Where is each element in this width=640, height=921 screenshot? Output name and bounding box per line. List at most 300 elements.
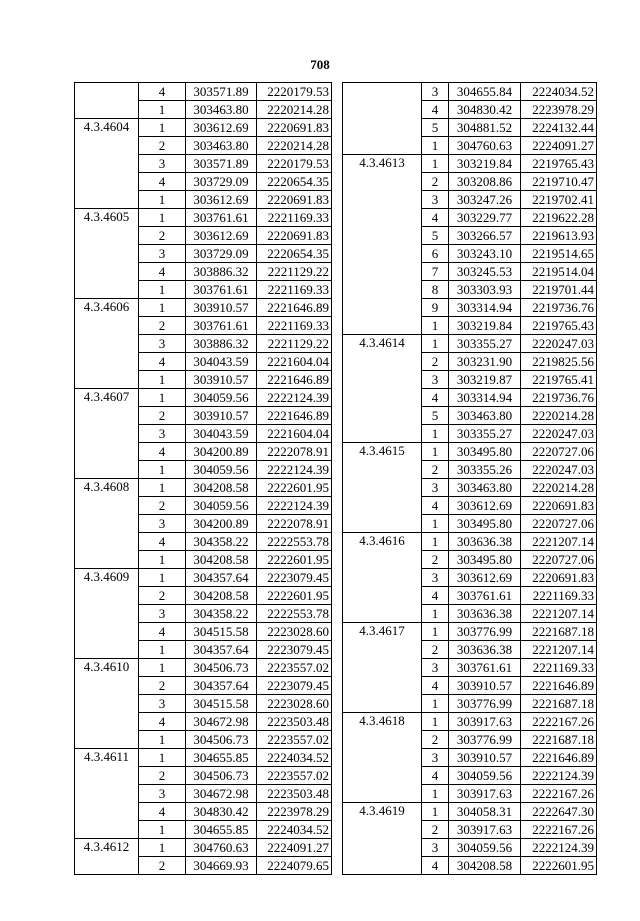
point-number: 2 — [422, 821, 449, 839]
point-number: 2 — [422, 353, 449, 371]
table-row — [75, 803, 332, 821]
x-coordinate: 304208.58 — [186, 479, 257, 497]
parcel-id-empty — [75, 443, 139, 461]
x-coordinate: 304655.84 — [449, 83, 521, 101]
x-coordinate: 303761.61 — [186, 281, 257, 299]
table-row — [343, 569, 597, 587]
parcel-id-empty — [343, 137, 422, 155]
y-coordinate: 2222601.95 — [521, 857, 597, 875]
table-row — [75, 533, 332, 551]
y-coordinate: 2222124.39 — [257, 461, 332, 479]
table-row — [343, 461, 597, 479]
table-row — [343, 299, 597, 317]
table-row — [343, 587, 597, 605]
parcel-id-empty — [343, 731, 422, 749]
table-row — [343, 245, 597, 263]
y-coordinate: 2221129.22 — [257, 263, 332, 281]
point-number: 2 — [139, 677, 186, 695]
parcel-id-empty — [75, 713, 139, 731]
point-number: 7 — [422, 263, 449, 281]
parcel-id-empty — [343, 677, 422, 695]
table-row — [75, 245, 332, 263]
x-coordinate: 303247.26 — [449, 191, 521, 209]
y-coordinate: 2222647.30 — [521, 803, 597, 821]
y-coordinate: 2220654.35 — [257, 173, 332, 191]
table-row — [75, 659, 332, 677]
x-coordinate: 303266.57 — [449, 227, 521, 245]
parcel-id-empty — [343, 317, 422, 335]
point-number: 4 — [422, 209, 449, 227]
table-row — [75, 551, 332, 569]
x-coordinate: 304357.64 — [186, 569, 257, 587]
x-coordinate: 303761.61 — [186, 209, 257, 227]
x-coordinate: 304669.93 — [186, 857, 257, 875]
x-coordinate: 304059.56 — [186, 389, 257, 407]
parcel-id-empty — [343, 821, 422, 839]
parcel-id-empty — [343, 785, 422, 803]
y-coordinate: 2220654.35 — [257, 245, 332, 263]
point-number: 3 — [139, 695, 186, 713]
point-number: 2 — [422, 461, 449, 479]
y-coordinate: 2219765.41 — [521, 371, 597, 389]
x-coordinate: 304059.56 — [449, 767, 521, 785]
point-number: 1 — [139, 371, 186, 389]
x-coordinate: 303917.63 — [449, 785, 521, 803]
x-coordinate: 303229.77 — [449, 209, 521, 227]
table-row — [343, 767, 597, 785]
point-number: 3 — [422, 839, 449, 857]
x-coordinate: 304506.73 — [186, 767, 257, 785]
y-coordinate: 2223028.60 — [257, 623, 332, 641]
point-number: 1 — [139, 479, 186, 497]
y-coordinate: 2219622.28 — [521, 209, 597, 227]
x-coordinate: 304059.56 — [449, 839, 521, 857]
table-row — [343, 749, 597, 767]
point-number: 3 — [422, 191, 449, 209]
y-coordinate: 2219701.44 — [521, 281, 597, 299]
point-number: 3 — [422, 569, 449, 587]
table-row — [343, 353, 597, 371]
y-coordinate: 2221604.04 — [257, 425, 332, 443]
table-row — [343, 443, 597, 461]
table-row — [343, 425, 597, 443]
y-coordinate: 2223028.60 — [257, 695, 332, 713]
point-number: 3 — [422, 83, 449, 101]
x-coordinate: 303245.53 — [449, 263, 521, 281]
table-row — [343, 83, 597, 101]
y-coordinate: 2223978.29 — [257, 803, 332, 821]
table-row — [343, 191, 597, 209]
table-row — [75, 605, 332, 623]
point-number: 3 — [139, 605, 186, 623]
point-number: 4 — [139, 623, 186, 641]
table-row — [75, 785, 332, 803]
table-row — [343, 821, 597, 839]
point-number: 1 — [422, 803, 449, 821]
parcel-id-empty — [75, 281, 139, 299]
table-row — [75, 857, 332, 875]
coordinates-table-left — [74, 82, 332, 875]
point-number: 1 — [422, 443, 449, 461]
table-row — [343, 659, 597, 677]
y-coordinate: 2221646.89 — [257, 407, 332, 425]
y-coordinate: 2220214.28 — [257, 101, 332, 119]
x-coordinate: 303463.80 — [449, 479, 521, 497]
table-row — [75, 389, 332, 407]
x-coordinate: 303495.80 — [449, 515, 521, 533]
parcel-id-empty — [343, 425, 422, 443]
y-coordinate: 2223557.02 — [257, 767, 332, 785]
y-coordinate: 2221129.22 — [257, 335, 332, 353]
x-coordinate: 304506.73 — [186, 731, 257, 749]
parcel-id-empty — [75, 641, 139, 659]
x-coordinate: 303910.57 — [449, 749, 521, 767]
point-number: 4 — [139, 173, 186, 191]
table-row — [75, 461, 332, 479]
point-number: 4 — [422, 587, 449, 605]
table-row — [343, 101, 597, 119]
y-coordinate: 2223557.02 — [257, 731, 332, 749]
y-coordinate: 2222124.39 — [521, 767, 597, 785]
table-row — [343, 605, 597, 623]
x-coordinate: 303219.84 — [449, 317, 521, 335]
x-coordinate: 303231.90 — [449, 353, 521, 371]
x-coordinate: 303314.94 — [449, 389, 521, 407]
table-row — [343, 677, 597, 695]
parcel-id-empty — [343, 497, 422, 515]
point-number: 1 — [139, 101, 186, 119]
point-number: 1 — [139, 569, 186, 587]
parcel-id-empty — [75, 227, 139, 245]
table-row — [75, 569, 332, 587]
table-row — [75, 317, 332, 335]
parcel-id: 4.3.4611 — [75, 749, 139, 767]
x-coordinate: 303495.80 — [449, 551, 521, 569]
table-row — [75, 407, 332, 425]
y-coordinate: 2224079.65 — [257, 857, 332, 875]
x-coordinate: 303571.89 — [186, 155, 257, 173]
table-row — [75, 695, 332, 713]
parcel-id-empty — [343, 119, 422, 137]
parcel-id-empty — [75, 677, 139, 695]
table-row — [343, 119, 597, 137]
parcel-id-empty — [343, 551, 422, 569]
parcel-id-empty — [75, 317, 139, 335]
table-row — [343, 695, 597, 713]
coordinates-table-right — [342, 82, 597, 875]
parcel-id-empty — [343, 605, 422, 623]
y-coordinate: 2221687.18 — [521, 695, 597, 713]
parcel-id: 4.3.4613 — [343, 155, 422, 173]
table-row — [343, 857, 597, 875]
y-coordinate: 2222167.26 — [521, 785, 597, 803]
table-row — [343, 641, 597, 659]
y-coordinate: 2222601.95 — [257, 479, 332, 497]
parcel-id-empty — [75, 425, 139, 443]
x-coordinate: 303636.38 — [449, 605, 521, 623]
y-coordinate: 2220247.03 — [521, 335, 597, 353]
table-row — [343, 263, 597, 281]
parcel-id-empty — [75, 551, 139, 569]
parcel-id-empty — [75, 821, 139, 839]
y-coordinate: 2221646.89 — [257, 299, 332, 317]
table-row — [343, 407, 597, 425]
x-coordinate: 303355.27 — [449, 425, 521, 443]
x-coordinate: 303463.80 — [186, 101, 257, 119]
table-row — [75, 425, 332, 443]
table-row — [75, 443, 332, 461]
point-number: 2 — [139, 227, 186, 245]
x-coordinate: 304515.58 — [186, 695, 257, 713]
x-coordinate: 304672.98 — [186, 785, 257, 803]
point-number: 4 — [422, 389, 449, 407]
y-coordinate: 2224034.52 — [257, 821, 332, 839]
table-row — [75, 227, 332, 245]
parcel-id-empty — [343, 389, 422, 407]
x-coordinate: 303886.32 — [186, 263, 257, 281]
parcel-id-empty — [75, 857, 139, 875]
x-coordinate: 304760.63 — [449, 137, 521, 155]
parcel-id-empty — [343, 479, 422, 497]
x-coordinate: 304043.59 — [186, 353, 257, 371]
table-row — [75, 209, 332, 227]
parcel-id: 4.3.4609 — [75, 569, 139, 587]
y-coordinate: 2223079.45 — [257, 569, 332, 587]
x-coordinate: 304059.56 — [186, 497, 257, 515]
parcel-id-empty — [75, 605, 139, 623]
parcel-id: 4.3.4608 — [75, 479, 139, 497]
y-coordinate: 2222601.95 — [257, 551, 332, 569]
x-coordinate: 303219.87 — [449, 371, 521, 389]
x-coordinate: 303314.94 — [449, 299, 521, 317]
x-coordinate: 304760.63 — [186, 839, 257, 857]
point-number: 3 — [422, 371, 449, 389]
point-number: 4 — [422, 101, 449, 119]
point-number: 3 — [139, 245, 186, 263]
table-row — [343, 713, 597, 731]
parcel-id-empty — [75, 335, 139, 353]
parcel-id-empty — [75, 587, 139, 605]
parcel-id-empty — [75, 101, 139, 119]
y-coordinate: 2219702.41 — [521, 191, 597, 209]
point-number: 4 — [139, 803, 186, 821]
point-number: 2 — [139, 317, 186, 335]
y-coordinate: 2222553.78 — [257, 533, 332, 551]
point-number: 1 — [139, 749, 186, 767]
x-coordinate: 303776.99 — [449, 623, 521, 641]
point-number: 3 — [422, 749, 449, 767]
y-coordinate: 2220727.06 — [521, 551, 597, 569]
y-coordinate: 2221646.89 — [521, 677, 597, 695]
table-row — [75, 281, 332, 299]
x-coordinate: 304358.22 — [186, 533, 257, 551]
x-coordinate: 304830.42 — [449, 101, 521, 119]
parcel-id: 4.3.4615 — [343, 443, 422, 461]
y-coordinate: 2219514.65 — [521, 245, 597, 263]
x-coordinate: 304358.22 — [186, 605, 257, 623]
parcel-id-empty — [75, 623, 139, 641]
table-row — [75, 641, 332, 659]
parcel-id-empty — [75, 173, 139, 191]
table-row — [75, 587, 332, 605]
point-number: 8 — [422, 281, 449, 299]
point-number: 1 — [422, 623, 449, 641]
table-row — [343, 227, 597, 245]
x-coordinate: 303612.69 — [449, 497, 521, 515]
x-coordinate: 303761.61 — [449, 587, 521, 605]
parcel-id: 4.3.4607 — [75, 389, 139, 407]
x-coordinate: 303303.93 — [449, 281, 521, 299]
table-row — [343, 137, 597, 155]
x-coordinate: 304881.52 — [449, 119, 521, 137]
y-coordinate: 2220691.83 — [257, 227, 332, 245]
table-row — [75, 677, 332, 695]
table-row — [75, 479, 332, 497]
x-coordinate: 304515.58 — [186, 623, 257, 641]
y-coordinate: 2222167.26 — [521, 713, 597, 731]
x-coordinate: 303612.69 — [449, 569, 521, 587]
parcel-id-empty — [75, 803, 139, 821]
x-coordinate: 304672.98 — [186, 713, 257, 731]
point-number: 3 — [139, 335, 186, 353]
y-coordinate: 2220691.83 — [257, 191, 332, 209]
point-number: 5 — [422, 227, 449, 245]
point-number: 3 — [139, 425, 186, 443]
table-row — [75, 191, 332, 209]
table-row — [75, 623, 332, 641]
y-coordinate: 2220214.28 — [521, 479, 597, 497]
x-coordinate: 304506.73 — [186, 659, 257, 677]
y-coordinate: 2221646.89 — [521, 749, 597, 767]
table-row — [75, 515, 332, 533]
point-number: 4 — [422, 677, 449, 695]
point-number: 1 — [139, 839, 186, 857]
x-coordinate: 303355.26 — [449, 461, 521, 479]
table-row — [343, 497, 597, 515]
point-number: 1 — [422, 713, 449, 731]
table-row — [75, 497, 332, 515]
y-coordinate: 2221207.14 — [521, 605, 597, 623]
x-coordinate: 303761.61 — [449, 659, 521, 677]
point-number: 1 — [422, 605, 449, 623]
parcel-id-empty — [343, 173, 422, 191]
parcel-id-empty — [343, 641, 422, 659]
point-number: 2 — [139, 767, 186, 785]
parcel-id-empty — [343, 227, 422, 245]
table-row — [75, 713, 332, 731]
parcel-id — [75, 83, 139, 101]
point-number: 2 — [139, 497, 186, 515]
y-coordinate: 2220247.03 — [521, 461, 597, 479]
parcel-id-empty — [75, 155, 139, 173]
parcel-id-empty — [343, 101, 422, 119]
parcel-id-empty — [343, 839, 422, 857]
point-number: 4 — [422, 857, 449, 875]
y-coordinate: 2220179.53 — [257, 83, 332, 101]
table-row — [343, 335, 597, 353]
parcel-id-empty — [75, 137, 139, 155]
x-coordinate: 304043.59 — [186, 425, 257, 443]
parcel-id-empty — [75, 191, 139, 209]
point-number: 4 — [139, 263, 186, 281]
x-coordinate: 303729.09 — [186, 245, 257, 263]
table-row — [75, 821, 332, 839]
x-coordinate: 303463.80 — [186, 137, 257, 155]
y-coordinate: 2221207.14 — [521, 533, 597, 551]
table-row — [343, 173, 597, 191]
x-coordinate: 303917.63 — [449, 821, 521, 839]
point-number: 3 — [139, 785, 186, 803]
x-coordinate: 304058.31 — [449, 803, 521, 821]
point-number: 2 — [422, 731, 449, 749]
parcel-id-empty — [75, 767, 139, 785]
parcel-id-empty — [343, 299, 422, 317]
x-coordinate: 303612.69 — [186, 227, 257, 245]
parcel-id-empty — [75, 533, 139, 551]
parcel-id-empty — [343, 353, 422, 371]
point-number: 4 — [422, 497, 449, 515]
point-number: 4 — [139, 713, 186, 731]
x-coordinate: 303761.61 — [186, 317, 257, 335]
table-row — [343, 371, 597, 389]
point-number: 3 — [139, 155, 186, 173]
table-row — [343, 317, 597, 335]
point-number: 2 — [422, 551, 449, 569]
point-number: 1 — [422, 785, 449, 803]
y-coordinate: 2219613.93 — [521, 227, 597, 245]
point-number: 1 — [139, 281, 186, 299]
point-number: 2 — [139, 407, 186, 425]
point-number: 3 — [139, 515, 186, 533]
x-coordinate: 304208.58 — [186, 551, 257, 569]
y-coordinate: 2220247.03 — [521, 425, 597, 443]
point-number: 1 — [422, 425, 449, 443]
y-coordinate: 2224091.27 — [257, 839, 332, 857]
y-coordinate: 2220214.28 — [257, 137, 332, 155]
y-coordinate: 2220214.28 — [521, 407, 597, 425]
parcel-id: 4.3.4619 — [343, 803, 422, 821]
parcel-id-empty — [75, 245, 139, 263]
point-number: 1 — [139, 821, 186, 839]
x-coordinate: 304200.89 — [186, 443, 257, 461]
table-row — [343, 281, 597, 299]
y-coordinate: 2221169.33 — [521, 659, 597, 677]
parcel-id-empty — [343, 371, 422, 389]
table-row — [75, 101, 332, 119]
parcel-id-empty — [343, 245, 422, 263]
parcel-id-empty — [343, 569, 422, 587]
point-number: 2 — [139, 857, 186, 875]
parcel-id-empty — [343, 515, 422, 533]
parcel-id-empty — [343, 407, 422, 425]
table-row — [343, 623, 597, 641]
point-number: 4 — [139, 353, 186, 371]
table-row — [75, 731, 332, 749]
y-coordinate: 2223503.48 — [257, 713, 332, 731]
point-number: 1 — [422, 317, 449, 335]
table-row — [343, 479, 597, 497]
x-coordinate: 304208.58 — [186, 587, 257, 605]
y-coordinate: 2223978.29 — [521, 101, 597, 119]
table-row — [75, 767, 332, 785]
parcel-id — [343, 83, 422, 101]
parcel-id: 4.3.4610 — [75, 659, 139, 677]
parcel-id-empty — [343, 281, 422, 299]
table-row — [75, 353, 332, 371]
parcel-id-empty — [75, 785, 139, 803]
x-coordinate: 303636.38 — [449, 641, 521, 659]
point-number: 1 — [139, 209, 186, 227]
